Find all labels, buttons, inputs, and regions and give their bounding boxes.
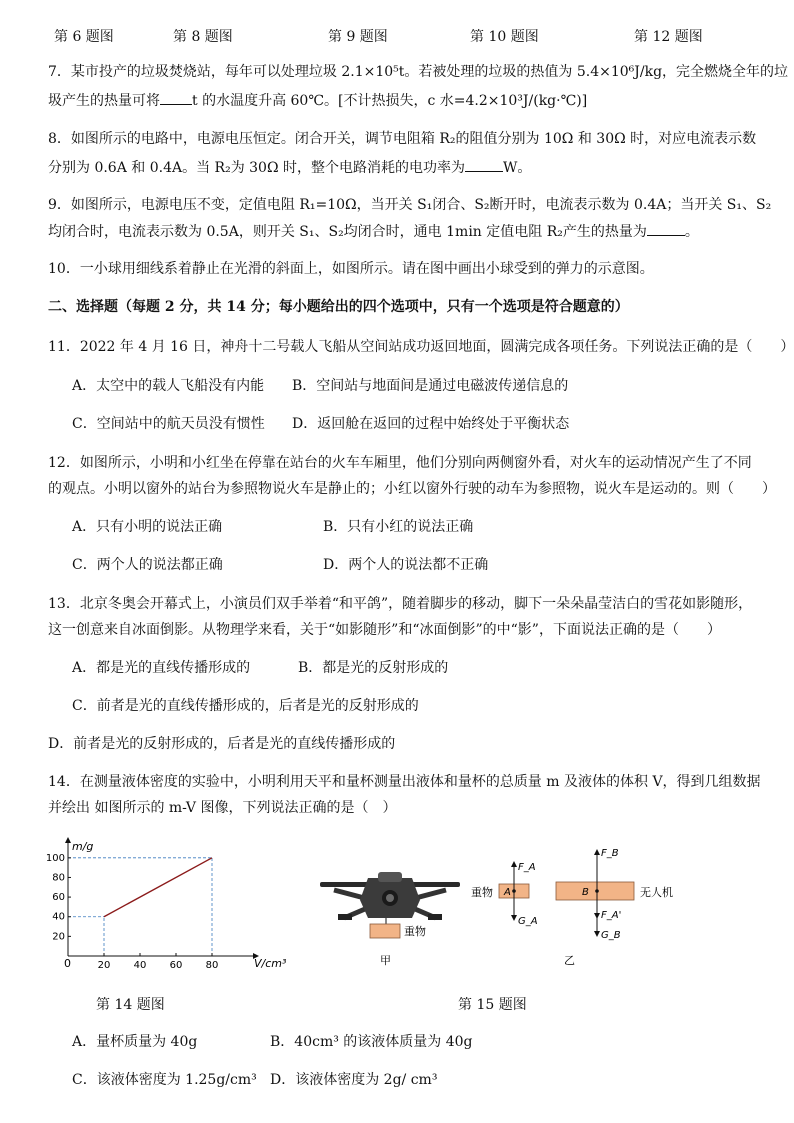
q14-line2: 并绘出 如图所示的 m-V 图像，下列说法正确的是（ ） <box>48 800 397 816</box>
fig14-xlabel: V/cm³ <box>254 957 287 970</box>
q8-text-b: W。 <box>503 160 532 176</box>
q7-line1: 7．某市投产的垃圾焚烧站，每年可以处理垃圾 2.1×10⁵t。若被处理的垃圾的热值为 5.4×10⁶J/kg，完全燃烧全年的垃 <box>48 64 789 80</box>
q14-line1: 14．在测量液体密度的实验中，小明利用天平和量杯测量出液体和量杯的总质量 m 及液体的体积 V，得到几组数据 <box>48 774 761 790</box>
fig14-y-tick-label: 20 <box>52 931 65 943</box>
q11-stem: 11．2022 年 4 月 16 日，神舟十二号载人飞船从空间站成功返回地面，圆满完成各项任务。下列说法正确的是（ ） <box>48 339 794 355</box>
fig15-drone-label: 无人机 <box>640 886 673 899</box>
q9-line2 <box>48 221 754 242</box>
fig14-x-tick-label: 20 <box>97 960 111 971</box>
q8-answer-blank[interactable] <box>465 157 503 172</box>
q10-line: 10．一小球用细线系着静止在光滑的斜面上，如图所示。请在图中画出小球受到的弹力的示意图。 <box>48 261 654 277</box>
q8-text-a: 分别为 0.6A 和 0.4A。当 R₂为 30Ω 时，整个电路消耗的电功率为 <box>48 160 466 176</box>
fig14-y-tick-label: 80 <box>52 872 65 884</box>
fig15-weight-label-a: 重物 <box>471 886 493 899</box>
q11-option-d[interactable]: D．返回舱在返回的过程中始终处于平衡状态 <box>292 416 570 432</box>
fig14-axes <box>68 840 256 956</box>
q7-answer-blank[interactable] <box>160 90 192 105</box>
q12-option-d[interactable]: D．两个人的说法都不正确 <box>323 557 489 573</box>
fig15-weight-label-left: 重物 <box>404 925 426 938</box>
q13-option-b[interactable]: B．都是光的反射形成的 <box>298 660 449 676</box>
q8-line1: 8．如图所示的电路中，电源电压恒定。闭合开关，调节电阻箱 R₂的阻值分别为 10Ω 和 30Ω 时，对应电流表示数 <box>48 131 757 147</box>
force-diagram-b <box>556 848 673 941</box>
fig15-gb-label: G_B <box>601 930 621 941</box>
fig15-ga-label: G_A <box>518 916 538 927</box>
fig15-block-b: B <box>582 887 589 898</box>
q14-option-c[interactable]: C．该液体密度为 1.25g/cm³ <box>72 1072 257 1088</box>
fig15-caption: 第 15 题图 <box>458 997 527 1013</box>
q7-text-b: t 的水温度升高 60℃。[不计热损失，c 水=4.2×10³J/(kg·℃)] <box>192 93 588 109</box>
q12-option-c[interactable]: C．两个人的说法都正确 <box>72 557 223 573</box>
q9-text-b: 。 <box>684 224 699 240</box>
q13-line2: 这一创意来自冰面倒影。从物理学来看，关于“如影随形”和“冰面倒影”的中“影”，下面说法正确的是（ ） <box>48 622 721 638</box>
fig15-drone-diagram <box>316 838 716 973</box>
q7-text-a: 圾产生的热量可将 <box>48 93 160 109</box>
fig14-guide-lines <box>68 858 212 956</box>
fig14-y-tick-label: 60 <box>52 892 65 904</box>
fig15-label-jia: 甲 <box>380 954 391 967</box>
fig15-fa-label: F_A <box>518 862 536 873</box>
q11-option-c[interactable]: C．空间站中的航天员没有惯性 <box>72 416 265 432</box>
caption-fig12: 第 12 题图 <box>634 29 703 45</box>
fig14-x-tick-label: 80 <box>205 960 219 971</box>
q12-line1: 12．如图所示，小明和小红坐在停靠在站台的火车车厢里，他们分别向两侧窗外看，对火车的运动情况产生了不同 <box>48 455 752 471</box>
q13-option-a[interactable]: A．都是光的直线传播形成的 <box>72 660 251 676</box>
q12-option-a[interactable]: A．只有小明的说法正确 <box>72 519 223 535</box>
caption-fig9: 第 9 题图 <box>328 29 388 45</box>
force-diagram-a <box>471 862 538 927</box>
q13-line1: 13．北京冬奥会开幕式上，小演员们双手举着“和平鸽”，随着脚步的移动，脚下一朵朵晶莹洁白的雪花如影随形， <box>48 596 753 612</box>
q11-option-a[interactable]: A．太空中的载人飞船没有内能 <box>72 378 265 394</box>
fig14-ylabel: m/g <box>72 840 94 853</box>
q9-answer-blank[interactable] <box>647 221 685 236</box>
q12-option-b[interactable]: B．只有小红的说法正确 <box>323 519 474 535</box>
q9-text-a: 均闭合时，电流表示数为 0.5A，则开关 S₁、S₂均闭合时，通电 1min 定值电阻 R₂产生的热量为 <box>48 224 647 240</box>
drone-picture <box>320 872 460 938</box>
fig14-x-tick-label: 60 <box>169 960 183 971</box>
q14-option-a[interactable]: A．量杯质量为 40g <box>72 1034 198 1050</box>
fig14-tick-labels <box>46 853 218 971</box>
fig14-data-line <box>104 858 212 917</box>
q13-option-d[interactable]: D．前者是光的反射形成的，后者是光的直线传播形成的 <box>48 736 396 752</box>
fig15-fa2-label: F_A' <box>601 910 622 921</box>
fig14-mv-chart <box>40 836 287 976</box>
q9-line1: 9．如图所示，电源电压不变，定值电阻 R₁=10Ω，当开关 S₁闭合、S₂断开时，电流表示数为 0.4A；当开关 S₁、S₂ <box>48 197 772 213</box>
q14-option-b[interactable]: B．40cm³ 的该液体质量为 40g <box>270 1034 473 1050</box>
fig14-y-tick-label: 100 <box>45 852 65 864</box>
fig14-x-tick-label: 40 <box>133 960 147 971</box>
caption-fig8: 第 8 题图 <box>173 29 233 45</box>
caption-fig10: 第 10 题图 <box>470 29 539 45</box>
q14-option-d[interactable]: D．该液体密度为 2g/ cm³ <box>270 1072 438 1088</box>
caption-fig6: 第 6 题图 <box>54 29 114 45</box>
fig14-series <box>104 858 212 917</box>
q8-line2 <box>48 157 754 178</box>
fig15-fb-label: F_B <box>601 848 619 859</box>
q11-option-b[interactable]: B．空间站与地面间是通过电磁波传递信息的 <box>292 378 569 394</box>
section-2-heading: 二、选择题（每题 2 分，共 14 分；每小题给出的四个选项中，只有一个选项是符合题意的） <box>48 299 629 315</box>
q7-line2 <box>48 90 754 111</box>
fig14-caption: 第 14 题图 <box>96 997 165 1013</box>
q13-option-c[interactable]: C．前者是光的直线传播形成的，后者是光的反射形成的 <box>72 698 419 714</box>
fig14-y-tick-label: 40 <box>52 911 65 923</box>
fig14-origin: 0 <box>64 957 71 970</box>
fig15-block-a: A <box>504 887 511 898</box>
q12-line2: 的观点。小明以窗外的站台为参照物说火车是静止的；小红以窗外行驶的动车为参照物，说火车是运动的。则（ ） <box>48 481 776 497</box>
fig15-label-yi: 乙 <box>564 954 575 967</box>
